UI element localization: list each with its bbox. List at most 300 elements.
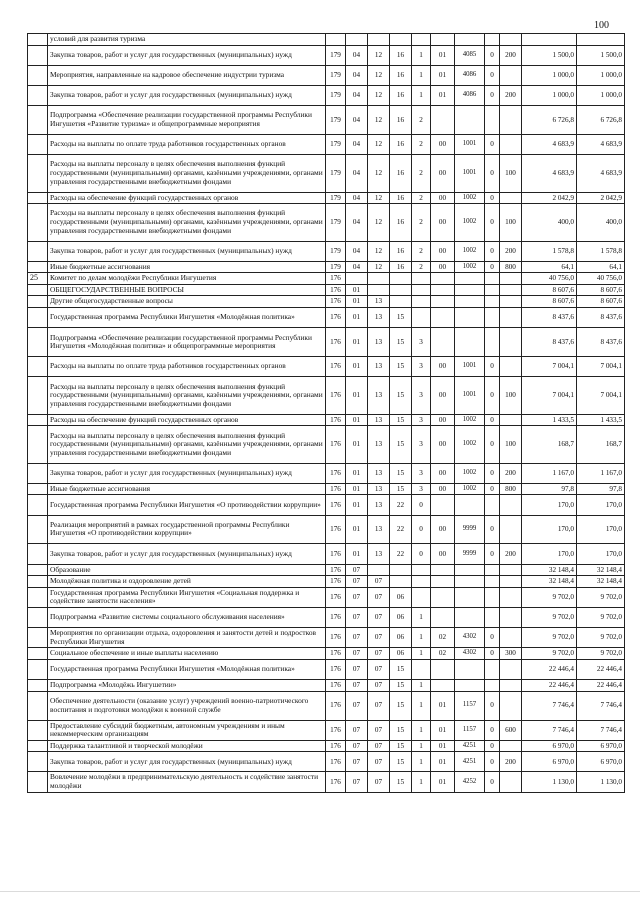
code-direction: 1002 — [455, 192, 485, 204]
code-subsection — [368, 273, 390, 285]
code-subsection: 13 — [368, 308, 390, 328]
code-expense-type: 200 — [500, 45, 522, 65]
row-index — [28, 85, 48, 105]
row-index — [28, 483, 48, 495]
code-expense-type — [500, 607, 522, 627]
row-description: Расходы на выплаты персоналу в целях обеспечения выполнения функций государственными (муниципальными) органами, казёнными учреждениями, органами управления государственными внебюджетными фондами — [48, 426, 326, 463]
code-subsection: 13 — [368, 377, 390, 414]
amount-regional: 4 683,9 — [577, 134, 625, 154]
code-program — [390, 273, 412, 285]
row-description: Расходы на выплаты персоналу в целях обеспечения выполнения функций государственными (муниципальными) органами, казёнными учреждениями, органами управления государственными внебюджетными фондами — [48, 204, 326, 241]
code-expense-type — [500, 628, 522, 648]
code-event: 00 — [431, 241, 455, 261]
row-index — [28, 155, 48, 192]
code-ministry: 176 — [326, 772, 346, 792]
code-subprogram: 1 — [412, 740, 431, 752]
row-description: Иные бюджетные ассигнования — [48, 261, 326, 273]
code-subprogram: 1 — [412, 628, 431, 648]
code-flag: 0 — [485, 85, 500, 105]
amount-total: 9 702,0 — [522, 628, 577, 648]
code-subprogram: 1 — [412, 720, 431, 740]
row-index — [28, 261, 48, 273]
code-subsection: 07 — [368, 587, 390, 607]
code-direction — [455, 296, 485, 308]
code-program: 15 — [390, 377, 412, 414]
row-description: Поддержка талантливой и творческой молодёжи — [48, 740, 326, 752]
code-program: 06 — [390, 628, 412, 648]
code-subprogram: 2 — [412, 261, 431, 273]
code-expense-type — [500, 515, 522, 544]
amount-regional: 7 746,4 — [577, 720, 625, 740]
code-flag — [485, 284, 500, 296]
code-subsection: 12 — [368, 241, 390, 261]
amount-regional: 40 756,0 — [577, 273, 625, 285]
code-flag — [485, 296, 500, 308]
code-ministry: 176 — [326, 328, 346, 357]
row-index — [28, 648, 48, 660]
code-section: 07 — [346, 659, 368, 679]
table-row — [28, 34, 625, 46]
amount-total: 1 167,0 — [522, 463, 577, 483]
table-body — [28, 34, 625, 793]
code-subprogram: 3 — [412, 357, 431, 377]
code-program: 22 — [390, 544, 412, 564]
table-row — [28, 576, 625, 588]
row-description: Обеспечение деятельности (оказание услуг) учреждений военно-патриотического воспитания и подготовки молодёжи к военной службе — [48, 691, 326, 720]
code-event: 02 — [431, 648, 455, 660]
code-ministry: 179 — [326, 155, 346, 192]
code-flag — [485, 607, 500, 627]
code-ministry — [326, 34, 346, 46]
code-expense-type — [500, 495, 522, 515]
code-event: 01 — [431, 740, 455, 752]
code-subsection — [368, 564, 390, 576]
code-event: 00 — [431, 426, 455, 463]
code-direction: 4302 — [455, 648, 485, 660]
row-index — [28, 576, 48, 588]
table-row — [28, 284, 625, 296]
code-section: 01 — [346, 296, 368, 308]
row-description: Расходы на выплаты персоналу в целях обеспечения выполнения функций государственными (муниципальными) органами, казёнными учреждениями, органами управления государственными внебюджетными фондами — [48, 377, 326, 414]
code-program: 15 — [390, 752, 412, 772]
row-index — [28, 284, 48, 296]
code-subsection — [368, 34, 390, 46]
row-description: Государственная программа Республики Ингушетия «О противодействии коррупции» — [48, 495, 326, 515]
amount-regional: 170,0 — [577, 515, 625, 544]
code-ministry: 179 — [326, 45, 346, 65]
table-row — [28, 261, 625, 273]
code-program: 06 — [390, 648, 412, 660]
amount-total: 1 433,5 — [522, 414, 577, 426]
code-section: 07 — [346, 680, 368, 692]
code-ministry: 176 — [326, 414, 346, 426]
code-program: 16 — [390, 192, 412, 204]
code-event: 00 — [431, 463, 455, 483]
code-program: 15 — [390, 740, 412, 752]
code-program: 22 — [390, 515, 412, 544]
code-subprogram: 1 — [412, 85, 431, 105]
code-section: 07 — [346, 740, 368, 752]
code-flag: 0 — [485, 720, 500, 740]
code-direction — [455, 106, 485, 135]
table-row — [28, 65, 625, 85]
amount-regional: 8 437,6 — [577, 308, 625, 328]
amount-regional: 170,0 — [577, 495, 625, 515]
code-ministry: 176 — [326, 587, 346, 607]
code-direction — [455, 564, 485, 576]
table-row — [28, 483, 625, 495]
row-description: Закупка товаров, работ и услуг для государственных (муниципальных) нужд — [48, 544, 326, 564]
code-expense-type — [500, 680, 522, 692]
code-flag: 0 — [485, 772, 500, 792]
code-section — [346, 273, 368, 285]
code-expense-type: 200 — [500, 463, 522, 483]
code-ministry: 179 — [326, 192, 346, 204]
row-description: Подпрограмма «Молодёжь Ингушетии» — [48, 680, 326, 692]
code-event: 00 — [431, 192, 455, 204]
code-program: 16 — [390, 65, 412, 85]
code-program — [390, 296, 412, 308]
table-row — [28, 680, 625, 692]
code-event — [431, 659, 455, 679]
code-ministry: 176 — [326, 463, 346, 483]
table-row — [28, 691, 625, 720]
code-section: 07 — [346, 607, 368, 627]
row-description: Расходы на выплаты по оплате труда работников государственных органов — [48, 357, 326, 377]
row-description: Расходы на выплаты персоналу в целях обеспечения выполнения функций государственными (муниципальными) органами, казёнными учреждениями, органами управления государственными внебюджетными фондами — [48, 155, 326, 192]
code-ministry: 176 — [326, 377, 346, 414]
code-expense-type — [500, 414, 522, 426]
code-subsection: 12 — [368, 134, 390, 154]
amount-regional: 97,8 — [577, 483, 625, 495]
code-subprogram — [412, 659, 431, 679]
table-row — [28, 155, 625, 192]
amount-total: 168,7 — [522, 426, 577, 463]
code-direction: 1002 — [455, 204, 485, 241]
amount-total: 1 578,8 — [522, 241, 577, 261]
code-flag: 0 — [485, 192, 500, 204]
code-ministry: 176 — [326, 495, 346, 515]
row-description: Реализация мероприятий в рамках государственной программы Республики Ингушетия «О противодействии коррупции» — [48, 515, 326, 544]
code-subprogram: 2 — [412, 134, 431, 154]
table-row — [28, 740, 625, 752]
code-section: 04 — [346, 204, 368, 241]
code-subprogram: 3 — [412, 328, 431, 357]
code-section: 07 — [346, 564, 368, 576]
code-ministry: 179 — [326, 85, 346, 105]
code-section: 07 — [346, 772, 368, 792]
code-direction: 1157 — [455, 720, 485, 740]
code-flag: 0 — [485, 65, 500, 85]
row-description: Молодёжная политика и оздоровление детей — [48, 576, 326, 588]
code-subprogram: 3 — [412, 426, 431, 463]
table-row — [28, 273, 625, 285]
code-flag: 0 — [485, 483, 500, 495]
code-flag: 0 — [485, 740, 500, 752]
row-description: Образование — [48, 564, 326, 576]
table-row — [28, 659, 625, 679]
row-description: Расходы на обеспечение функций государственных органов — [48, 414, 326, 426]
row-index — [28, 515, 48, 544]
code-subsection: 13 — [368, 495, 390, 515]
row-index — [28, 691, 48, 720]
table-row — [28, 204, 625, 241]
amount-total: 7 746,4 — [522, 720, 577, 740]
row-index — [28, 587, 48, 607]
code-event — [431, 607, 455, 627]
code-program: 15 — [390, 680, 412, 692]
row-description: Предоставление субсидий бюджетным, автономным учреждениям и иным некоммерческим организациям — [48, 720, 326, 740]
code-direction: 1001 — [455, 134, 485, 154]
row-index — [28, 628, 48, 648]
code-event: 00 — [431, 515, 455, 544]
code-expense-type — [500, 134, 522, 154]
code-subprogram: 2 — [412, 241, 431, 261]
code-ministry: 176 — [326, 515, 346, 544]
code-section: 07 — [346, 752, 368, 772]
code-ministry: 176 — [326, 691, 346, 720]
amount-total: 64,1 — [522, 261, 577, 273]
code-ministry: 176 — [326, 284, 346, 296]
code-program: 15 — [390, 483, 412, 495]
code-expense-type — [500, 284, 522, 296]
row-index — [28, 357, 48, 377]
code-direction: 1157 — [455, 691, 485, 720]
code-section: 07 — [346, 720, 368, 740]
row-description: Другие общегосударственные вопросы — [48, 296, 326, 308]
code-flag: 0 — [485, 357, 500, 377]
table-row — [28, 628, 625, 648]
code-program — [390, 34, 412, 46]
code-subsection: 12 — [368, 204, 390, 241]
code-section: 04 — [346, 192, 368, 204]
code-subsection: 13 — [368, 544, 390, 564]
code-ministry: 176 — [326, 680, 346, 692]
code-event — [431, 296, 455, 308]
row-description: Подпрограмма «Обеспечение реализации государственной программы Республики Ингушетия «Молодёжная политика» и общепрограммные мероприятия — [48, 328, 326, 357]
row-index — [28, 564, 48, 576]
code-subsection: 13 — [368, 426, 390, 463]
code-program — [390, 564, 412, 576]
row-index — [28, 106, 48, 135]
amount-regional: 32 148,4 — [577, 564, 625, 576]
code-flag — [485, 576, 500, 588]
code-subprogram: 2 — [412, 106, 431, 135]
amount-total: 9 702,0 — [522, 648, 577, 660]
code-direction — [455, 284, 485, 296]
code-direction — [455, 34, 485, 46]
code-direction: 4252 — [455, 772, 485, 792]
table-row — [28, 192, 625, 204]
code-expense-type — [500, 106, 522, 135]
row-description: Мероприятия, направленные на кадровое обеспечение индустрии туризма — [48, 65, 326, 85]
amount-total: 32 148,4 — [522, 564, 577, 576]
code-subsection: 07 — [368, 576, 390, 588]
table-row — [28, 544, 625, 564]
page-number: 100 — [594, 20, 609, 31]
code-expense-type — [500, 273, 522, 285]
code-ministry: 179 — [326, 241, 346, 261]
code-subsection: 13 — [368, 414, 390, 426]
amount-total: 7 746,4 — [522, 691, 577, 720]
code-expense-type: 100 — [500, 426, 522, 463]
code-direction: 4302 — [455, 628, 485, 648]
amount-regional: 7 004,1 — [577, 357, 625, 377]
amount-regional: 9 702,0 — [577, 607, 625, 627]
code-subprogram: 1 — [412, 648, 431, 660]
code-subsection: 12 — [368, 192, 390, 204]
amount-total: 1 130,0 — [522, 772, 577, 792]
row-description: Расходы на выплаты по оплате труда работников государственных органов — [48, 134, 326, 154]
code-flag — [485, 680, 500, 692]
row-index — [28, 328, 48, 357]
code-expense-type: 100 — [500, 155, 522, 192]
amount-total: 1 500,0 — [522, 45, 577, 65]
code-event — [431, 328, 455, 357]
code-subprogram: 0 — [412, 515, 431, 544]
row-index — [28, 772, 48, 792]
table-row — [28, 85, 625, 105]
code-subsection: 12 — [368, 261, 390, 273]
code-subsection: 07 — [368, 720, 390, 740]
code-flag — [485, 328, 500, 357]
code-subsection: 13 — [368, 357, 390, 377]
code-section: 04 — [346, 85, 368, 105]
amount-total: 2 042,9 — [522, 192, 577, 204]
row-index — [28, 241, 48, 261]
table-row — [28, 308, 625, 328]
code-expense-type — [500, 357, 522, 377]
table-row — [28, 648, 625, 660]
row-index — [28, 296, 48, 308]
code-subsection: 07 — [368, 648, 390, 660]
code-section: 07 — [346, 576, 368, 588]
code-direction — [455, 607, 485, 627]
code-expense-type: 200 — [500, 544, 522, 564]
code-ministry: 176 — [326, 426, 346, 463]
code-expense-type — [500, 587, 522, 607]
code-expense-type — [500, 34, 522, 46]
row-description: Социальное обеспечение и иные выплаты населению — [48, 648, 326, 660]
table-row — [28, 134, 625, 154]
code-subsection: 07 — [368, 740, 390, 752]
code-ministry: 179 — [326, 204, 346, 241]
code-event — [431, 495, 455, 515]
code-flag — [485, 587, 500, 607]
row-description: Государственная программа Республики Ингушетия «Молодёжная политика» — [48, 308, 326, 328]
amount-regional: 170,0 — [577, 544, 625, 564]
code-direction — [455, 587, 485, 607]
amount-total: 97,8 — [522, 483, 577, 495]
code-section: 01 — [346, 463, 368, 483]
code-expense-type — [500, 740, 522, 752]
code-direction: 1001 — [455, 377, 485, 414]
code-subsection: 12 — [368, 106, 390, 135]
code-expense-type: 600 — [500, 720, 522, 740]
code-subprogram — [412, 273, 431, 285]
code-direction — [455, 328, 485, 357]
code-direction: 4085 — [455, 45, 485, 65]
code-subprogram — [412, 296, 431, 308]
code-section: 01 — [346, 377, 368, 414]
code-event — [431, 106, 455, 135]
code-event: 01 — [431, 85, 455, 105]
amount-regional: 9 702,0 — [577, 648, 625, 660]
code-program: 15 — [390, 659, 412, 679]
code-program: 15 — [390, 720, 412, 740]
row-index — [28, 308, 48, 328]
amount-regional: 9 702,0 — [577, 587, 625, 607]
code-subprogram: 0 — [412, 495, 431, 515]
amount-total: 7 004,1 — [522, 377, 577, 414]
code-subprogram: 1 — [412, 772, 431, 792]
amount-total: 8 607,6 — [522, 284, 577, 296]
row-description: Вовлечение молодёжи в предпринимательскую деятельность и содействие занятости молодёжи — [48, 772, 326, 792]
amount-regional: 6 726,8 — [577, 106, 625, 135]
code-subprogram — [412, 576, 431, 588]
amount-regional: 22 446,4 — [577, 680, 625, 692]
amount-regional: 8 437,6 — [577, 328, 625, 357]
code-program: 15 — [390, 463, 412, 483]
row-index — [28, 720, 48, 740]
code-event: 01 — [431, 752, 455, 772]
row-description: Закупка товаров, работ и услуг для государственных (муниципальных) нужд — [48, 45, 326, 65]
code-ministry: 179 — [326, 65, 346, 85]
row-description: Расходы на обеспечение функций государственных органов — [48, 192, 326, 204]
amount-total: 4 683,9 — [522, 134, 577, 154]
amount-total: 170,0 — [522, 515, 577, 544]
code-flag — [485, 106, 500, 135]
amount-regional: 400,0 — [577, 204, 625, 241]
code-expense-type — [500, 192, 522, 204]
code-ministry: 176 — [326, 308, 346, 328]
table-row — [28, 328, 625, 357]
code-direction: 4251 — [455, 740, 485, 752]
code-direction: 1002 — [455, 463, 485, 483]
amount-total: 170,0 — [522, 495, 577, 515]
table-row — [28, 106, 625, 135]
code-direction: 1002 — [455, 241, 485, 261]
code-flag: 0 — [485, 463, 500, 483]
code-subsection: 12 — [368, 65, 390, 85]
row-description: Иные бюджетные ассигнования — [48, 483, 326, 495]
scan-artifact-line — [0, 891, 640, 892]
code-subprogram: 3 — [412, 483, 431, 495]
amount-total: 170,0 — [522, 544, 577, 564]
row-index — [28, 607, 48, 627]
row-description: Закупка товаров, работ и услуг для государственных (муниципальных) нужд — [48, 463, 326, 483]
code-expense-type — [500, 308, 522, 328]
code-direction: 9999 — [455, 544, 485, 564]
code-flag: 0 — [485, 261, 500, 273]
code-program: 15 — [390, 414, 412, 426]
code-expense-type: 800 — [500, 483, 522, 495]
amount-total: 22 446,4 — [522, 659, 577, 679]
code-subprogram — [412, 34, 431, 46]
code-section: 04 — [346, 65, 368, 85]
code-expense-type — [500, 772, 522, 792]
row-index — [28, 204, 48, 241]
code-event: 00 — [431, 483, 455, 495]
code-ministry: 176 — [326, 720, 346, 740]
amount-regional: 32 148,4 — [577, 576, 625, 588]
amount-regional: 4 683,9 — [577, 155, 625, 192]
code-ministry: 176 — [326, 544, 346, 564]
code-expense-type: 100 — [500, 377, 522, 414]
code-direction — [455, 680, 485, 692]
code-direction: 4086 — [455, 65, 485, 85]
row-index — [28, 65, 48, 85]
